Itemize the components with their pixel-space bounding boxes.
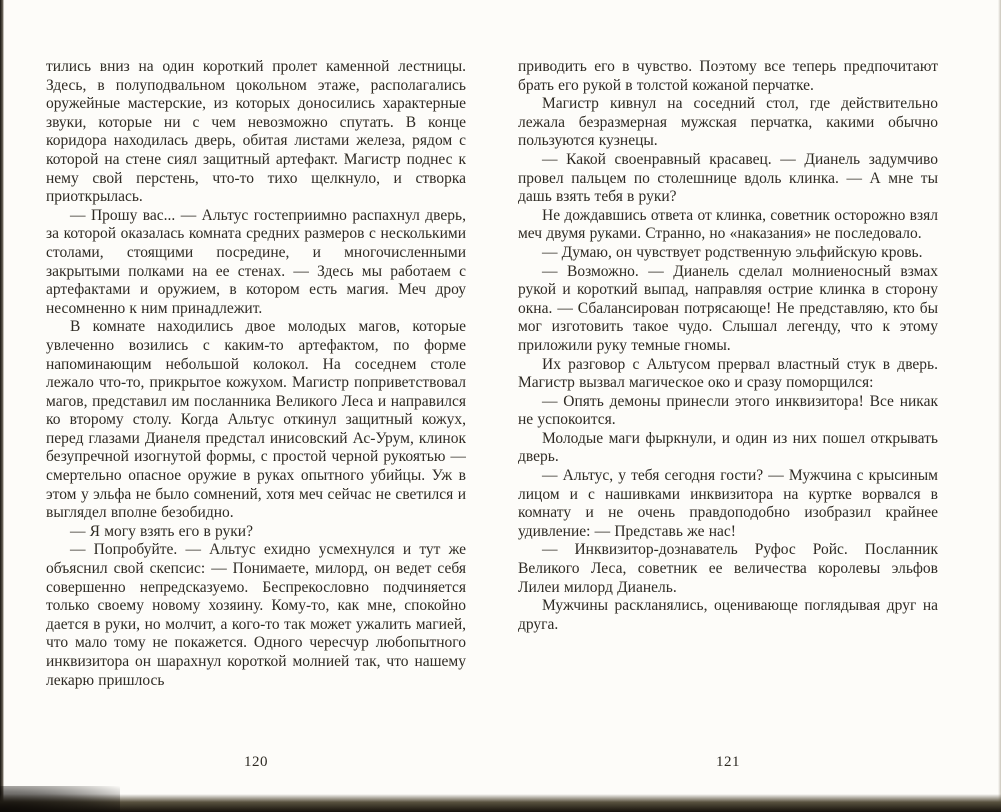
paragraph: приводить его в чувство. Поэтому все теперь предпочитают брать его рукой в толстой кожаной перчатке. — [518, 58, 938, 94]
scan-edge-left — [0, 0, 4, 812]
paragraph: — Попробуйте. — Альтус ехидно усмехнулся и тут же объяснил свой скепсис: — Понимаете, милорд, он ведет себя совершенно непредсказуемо. Беспрекословно подчиняется только своему новому хозяину. Кому-то, как мне, спокойно дается в руки, но молчит, а кого-то так может ужалить магией, что мало тому не покажется. Одного чересчур любопытного инквизитора он шарахнул короткой молнией так, что нашему лекарю пришлось — [46, 541, 466, 689]
page-number-left: 120 — [244, 754, 268, 770]
scan-edge-bottom — [0, 794, 1001, 812]
paragraph: — Альтус, у тебя сегодня гости? — Мужчина с крысиным лицом и с нашивками инквизитора на куртке ворвался в комнату и не очень правдоподобно изобразил крайнее удивление: — Представь же нас! — [518, 467, 938, 540]
page-number-right: 121 — [716, 754, 740, 770]
page-left — [46, 58, 466, 774]
paragraph: — Инквизитор-дознаватель Руфос Ройс. Посланник Великого Леса, советник ее величества королевы эльфов Лилеи милорд Дианель. — [518, 541, 938, 596]
paragraph: тились вниз на один короткий пролет каменной лестницы. Здесь, в полуподвальном цокольном этаже, располагались оружейные мастерские, из которых доносились характерные звуки, которые ни с чем невозможно спутать. В конце коридора находилась дверь, обитая листами железа, рядом с которой на стене сиял защитный артефакт. Магистр поднес к нему свой перстень, что-то тихо щелкнуло, и створка приоткрылась. — [46, 58, 466, 206]
paragraph: Магистр кивнул на соседний стол, где действительно лежала безразмерная мужская перчатка, какими обычно пользуются кузнецы. — [518, 95, 938, 150]
scan-edge-bottom-left-shadow — [0, 786, 120, 812]
paragraph: Мужчины раскланялись, оценивающе поглядывая друг на друга. — [518, 597, 938, 633]
paragraph: Не дождавшись ответа от клинка, советник осторожно взял меч двумя руками. Странно, но «наказания» не последовало. — [518, 206, 938, 243]
paragraph: — Какой своенравный красавец. — Дианель задумчиво провел пальцем по столешнице вдоль клинка. — А мне ты дашь взять тебя в руки? — [518, 150, 938, 206]
page-text-left — [46, 58, 466, 752]
paragraph: — Думаю, он чувствует родственную эльфийскую кровь. — [542, 243, 923, 261]
paragraph: — Я могу взять его в руки? — [70, 522, 253, 540]
paragraph: Их разговор с Альтусом прервал властный стук в дверь. Магистр вызвал магическое око и сразу поморщился: — [518, 355, 938, 392]
page-right — [518, 58, 938, 774]
page-text-right — [518, 58, 938, 752]
paragraph: — Возможно. — Дианель сделал молниеносный взмах рукой и короткий выпад, направляя острие клинка в сторону окна. — Сбалансирован потрясающе! Не представляю, кто бы мог изготовить такое чудо. Слышал легенду, что к этому приложили руку темные гномы. — [518, 262, 938, 354]
paragraph: Молодые маги фыркнули, и один из них пошел открывать дверь. — [518, 429, 938, 466]
paragraph: В комнате находились двое молодых магов, которые увлеченно возились с каким-то артефактом, по форме напоминающим небольшой колокол. На соседнем столе лежало что-то, прикрытое кожухом. Магистр поприветствовал магов, представил им посланника Великого Леса и направился ко второму столу. Когда Альтус откинул защитный кожух, перед глазами Дианеля предстал инисовский Ас-Урум, клинок безупречной изогнутой формы, с простой черной рукоятью — смертельно опасное оружие в руках опытного убийцы. Уж в этом у эльфа не было сомнений, хотя меч сейчас не светился и выглядел вполне безобидно. — [46, 318, 466, 522]
paragraph: — Прошу вас... — Альтус гостеприимно распахнул дверь, за которой оказалась комната средних размеров с несколькими столами, стоящими посредине, и многочисленными закрытыми полками на ее стенах. — Здесь мы работаем с артефактами и оружием, в котором есть магия. Меч дроу несомненно к ним принадлежит. — [46, 206, 466, 317]
paragraph: — Опять демоны принесли этого инквизитора! Все никак не успокоится. — [518, 392, 938, 429]
